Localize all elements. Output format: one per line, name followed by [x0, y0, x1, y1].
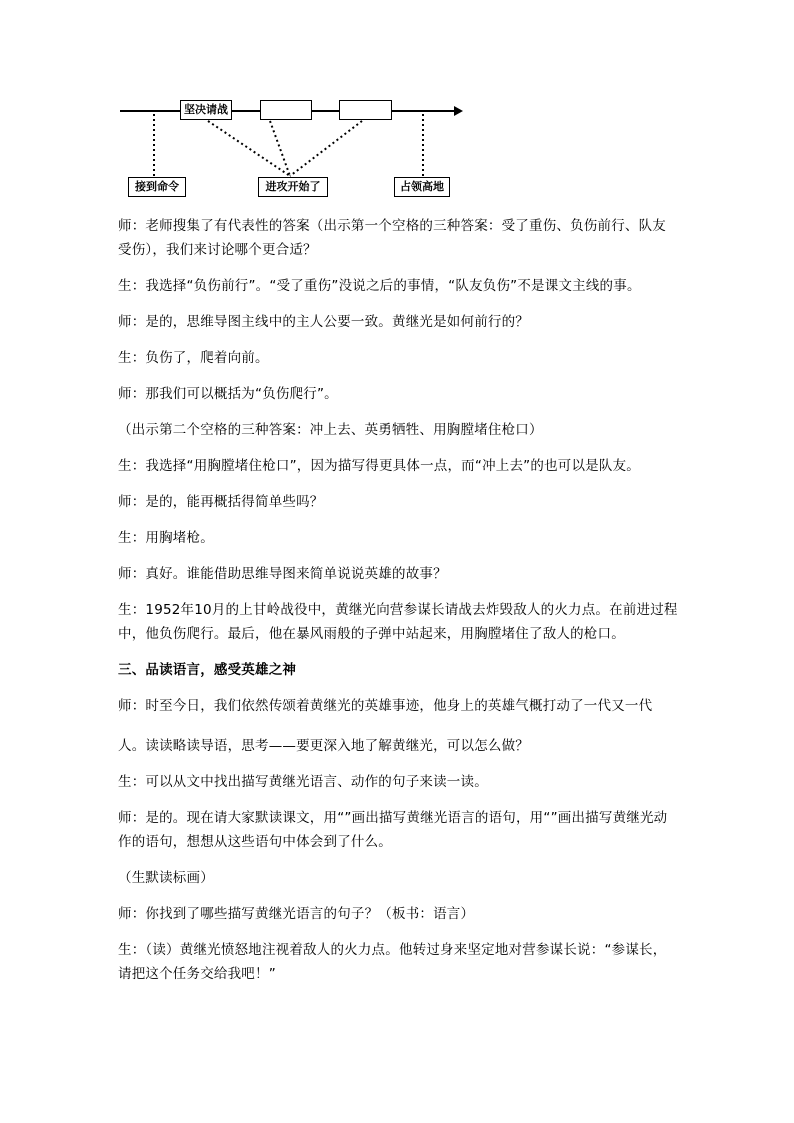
paragraph: 师：真好。谁能借助思维导图来简单说说英雄的故事？	[118, 566, 447, 582]
paragraph: 师：是的。现在请大家默读课文，用“”画出描写黄继光语言的语句，用“”画出描写黄继光动作的语句，想想从这些语句中体会到了什么。	[118, 810, 668, 850]
paragraph: 师：你找到了哪些描写黄继光语言的句子？（板书：语言）	[118, 906, 475, 922]
top-box-blank-1	[260, 100, 312, 120]
paragraph: 师：那我们可以概括为“负伤爬行”。	[118, 386, 338, 402]
paragraph: （生默读标画）	[118, 870, 214, 886]
bottom-box-receive-order: 接到命令	[128, 177, 186, 197]
paragraph: （出示第二个空格的三种答案：冲上去、英勇牺牲、用胸膛堵住枪口）	[118, 422, 543, 438]
paragraph: 生：可以从文中找出描写黄继光语言、动作的句子来读一读。	[118, 774, 488, 790]
bottom-box-take-height: 占领高地	[394, 177, 450, 197]
top-box-request: 坚决请战	[180, 100, 232, 120]
lesson-transcript	[118, 214, 678, 998]
timeline-arrow-icon	[454, 106, 463, 116]
paragraph: 生：我选择“用胸膛堵住枪口”，因为描写得更具体一点，而“冲上去”的也可以是队友。	[118, 458, 640, 474]
paragraph: 师：时至今日，我们依然传颂着黄继光的英雄事迹，他身上的英雄气概打动了一代又一代	[118, 698, 653, 714]
story-timeline-diagram	[118, 94, 468, 198]
connector-request	[208, 121, 290, 176]
paragraph: 师：是的，思维导图主线中的主人公要一致。黄继光是如何前行的？	[118, 314, 529, 330]
paragraph: 师：老师搜集了有代表性的答案（出示第一个空格的三种答案：受了重伤、负伤前行、队友受伤），我们来讨论哪个更合适？	[118, 218, 666, 258]
paragraph: 生：用胸堵枪。	[118, 530, 214, 546]
paragraph: 生：负伤了，爬着向前。	[118, 350, 269, 366]
paragraph: 生：我选择“负伤前行”。“受了重伤”没说之后的事情，“队友负伤”不是课文主线的事。	[118, 278, 641, 294]
section-heading: 三、品读语言，感受英雄之神	[118, 662, 297, 678]
paragraph: 生：1952年10月的上甘岭战役中，黄继光向营参谋长请战去炸毁敌人的火力点。在前进过程中，他负伤爬行。最后，他在暴风雨般的子弹中站起来，用胸膛堵住了敌人的枪口。	[118, 602, 678, 642]
top-box-blank-2	[339, 100, 392, 120]
paragraph: 人。读读略读导语，思考——要更深入地了解黄继光，可以怎么做？	[118, 738, 529, 754]
paragraph: 师：是的，能再概括得简单些吗？	[118, 494, 324, 510]
connector-blank-1	[270, 121, 290, 176]
bottom-box-attack-begins: 进攻开始了	[258, 177, 328, 197]
paragraph: 生：（读）黄继光愤怒地注视着敌人的火力点。他转过身来坚定地对营参谋长说：“参谋长，请把这个任务交给我吧！”	[118, 942, 667, 982]
connector-blank-2	[290, 121, 362, 176]
